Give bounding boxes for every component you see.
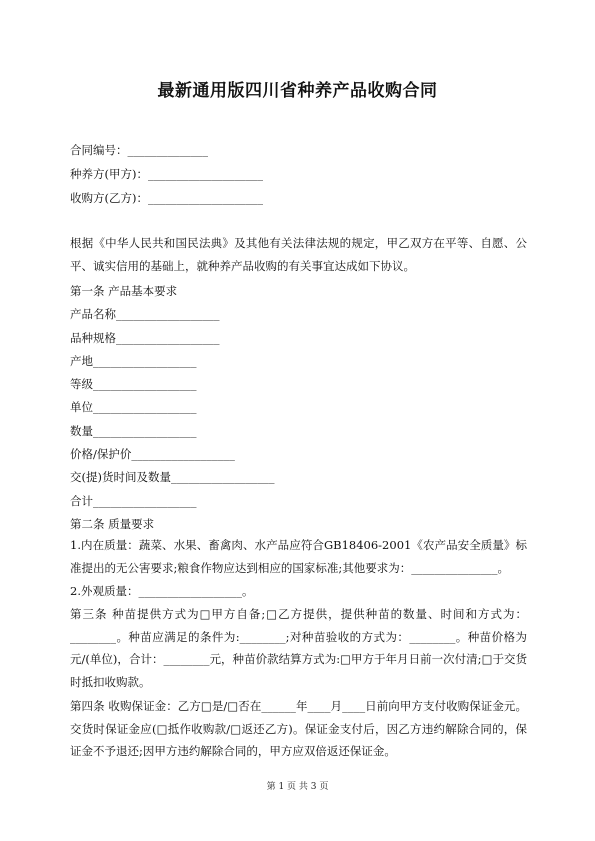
- party-a-field: 种养方(甲方)：____________________: [70, 167, 263, 181]
- field-delivery-time: 交(提)货时间及数量__________________: [70, 470, 275, 484]
- article-2-heading: 第二条 质量要求: [70, 517, 155, 531]
- field-unit: 单位__________________: [70, 400, 197, 414]
- party-b-field: 收购方(乙方)：____________________: [70, 191, 263, 205]
- contract-number-field: 合同编号：______________: [70, 143, 208, 157]
- article-4-paragraph: 第四条 收购保证金：乙方□是/□否在______年____月____日前向甲方支付收购保证金元。交货时保证金应(□抵作收购款/□返还乙方)。保证金支付后，因乙方违约解除合同的，保证金不予退还;因甲方违约解除合同的，甲方应双倍返还保证金。: [70, 699, 527, 758]
- page-title: 最新通用版四川省种养产品收购合同: [157, 81, 438, 101]
- field-grade: 等级__________________: [70, 377, 197, 391]
- field-variety-spec: 品种规格__________________: [70, 331, 220, 345]
- page-footer: 第 1 页 共 3 页: [266, 782, 329, 792]
- field-price: 价格/保护价__________________: [70, 447, 235, 461]
- article-2-item-2: 2.外观质量：__________________。: [70, 584, 254, 598]
- article-3-paragraph: 第三条 种苗提供方式为□甲方自备;□乙方提供，提供种苗的数量、时间和方式为：________。种苗应满足的条件为:________;对种苗验收的方式为：________。种苗价格为元/(单位)，合计：________元，种苗价款结算方式为:□甲方于年月日前一次付清;□于交货时抵扣收购款。: [70, 607, 527, 689]
- field-product-name: 产品名称__________________: [70, 307, 220, 321]
- field-total: 合计__________________: [70, 494, 197, 508]
- article-2-item-1: 1.内在质量：蔬菜、水果、畜禽肉、水产品应符合GB18406-2001《农产品安全质量》标准提出的无公害要求;粮食作物应达到相应的国家标准;其他要求为：_______________。: [70, 538, 527, 575]
- field-quantity: 数量__________________: [70, 424, 197, 438]
- field-origin: 产地__________________: [70, 354, 197, 368]
- article-1-heading: 第一条 产品基本要求: [70, 284, 178, 298]
- intro-paragraph: 根据《中华人民共和国民法典》及其他有关法律法规的规定，甲乙双方在平等、自愿、公平、诚实信用的基础上，就种养产品收购的有关事宜达成如下协议。: [70, 236, 527, 273]
